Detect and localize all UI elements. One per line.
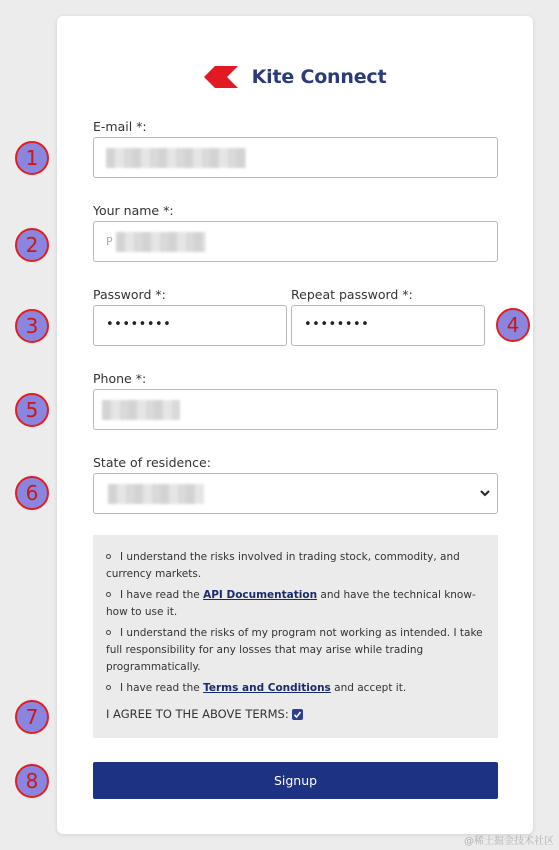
phone-field[interactable] bbox=[93, 389, 498, 430]
repeat-password-value: •••••••• bbox=[304, 317, 370, 332]
terms-item bbox=[106, 587, 484, 621]
terms-item bbox=[106, 549, 484, 583]
state-select[interactable] bbox=[93, 473, 498, 514]
terms-item bbox=[106, 625, 484, 676]
bullet-icon bbox=[106, 554, 111, 559]
terms-item-text: and accept it. bbox=[330, 682, 407, 694]
agree-row bbox=[106, 707, 303, 721]
bullet-icon bbox=[106, 630, 111, 635]
signup-button[interactable]: Signup bbox=[93, 762, 498, 799]
terms-item-text: I have read the bbox=[120, 682, 204, 694]
annotation-marker: 4 bbox=[496, 308, 530, 342]
checkmark-icon bbox=[293, 710, 302, 719]
annotation-marker: 7 bbox=[15, 700, 49, 734]
signup-card bbox=[57, 16, 533, 834]
kite-logo-icon bbox=[204, 66, 238, 88]
terms-item-text: I understand the risks of my program not working as intended. I take full responsibility for any losses that may arise while trading programmatically. bbox=[106, 627, 483, 673]
annotation-marker: 5 bbox=[15, 393, 49, 427]
password-field[interactable] bbox=[93, 305, 287, 346]
name-redacted-value bbox=[116, 232, 206, 252]
state-label: State of residence: bbox=[93, 455, 211, 470]
terms-list bbox=[106, 549, 484, 701]
agree-label: I AGREE TO THE ABOVE TERMS: bbox=[106, 707, 289, 721]
bullet-icon bbox=[106, 592, 111, 597]
chevron-down-icon bbox=[479, 487, 491, 499]
terms-item-text: I have read the bbox=[120, 589, 204, 601]
annotation-marker: 8 bbox=[15, 764, 49, 798]
phone-redacted-value bbox=[102, 400, 180, 420]
email-label: E-mail *: bbox=[93, 119, 147, 134]
terms-and-conditions-link[interactable]: Terms and Conditions bbox=[203, 682, 331, 694]
repeat-password-field[interactable] bbox=[291, 305, 485, 346]
email-redacted-value bbox=[106, 148, 246, 168]
state-redacted-value bbox=[108, 484, 204, 504]
password-label: Password *: bbox=[93, 287, 166, 302]
phone-label: Phone *: bbox=[93, 371, 147, 386]
annotation-marker: 1 bbox=[15, 141, 49, 175]
repeat-password-label: Repeat password *: bbox=[291, 287, 413, 302]
email-field[interactable] bbox=[93, 137, 498, 178]
agree-checkbox[interactable] bbox=[292, 709, 303, 720]
bullet-icon bbox=[106, 685, 111, 690]
name-value: P bbox=[106, 235, 113, 248]
terms-item-text: I understand the risks involved in trading stock, commodity, and currency markets. bbox=[106, 551, 460, 580]
password-value: •••••••• bbox=[106, 317, 172, 332]
annotation-marker: 6 bbox=[15, 476, 49, 510]
api-documentation-link[interactable]: API Documentation bbox=[203, 589, 318, 601]
terms-item-text: and have the technical know-how to use it. bbox=[106, 589, 476, 618]
brand-name: Kite Connect bbox=[251, 66, 387, 88]
watermark: @稀土掘金技术社区 bbox=[464, 836, 554, 847]
name-label: Your name *: bbox=[93, 203, 174, 218]
annotation-marker: 2 bbox=[15, 228, 49, 262]
brand-header bbox=[57, 66, 533, 88]
name-field[interactable] bbox=[93, 221, 498, 262]
annotation-marker: 3 bbox=[15, 309, 49, 343]
terms-box bbox=[93, 535, 498, 738]
terms-item bbox=[106, 680, 484, 697]
